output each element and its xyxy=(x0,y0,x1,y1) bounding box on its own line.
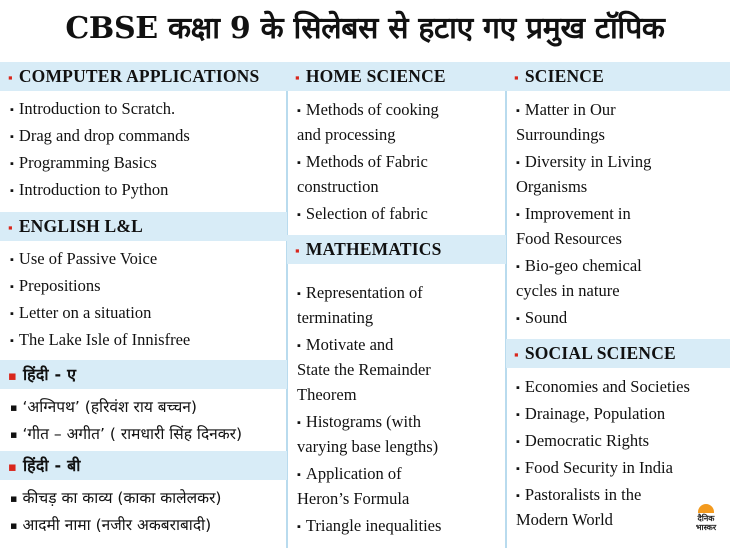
section-heading-hindi-a: ▪ हिंदी - ए xyxy=(0,360,287,389)
list-item: ▪ Letter on a situation xyxy=(10,303,152,322)
section-marker-icon: ▪ xyxy=(295,243,300,258)
list-item-continuation: Surroundings xyxy=(516,125,605,144)
list-item: ▪ ‘अग्निपथ’ (हरिवंश राय बच्चन) xyxy=(10,398,197,416)
list-item: ▪ Matter in Our xyxy=(516,100,616,119)
list-item: ▪ Introduction to Python xyxy=(10,180,169,199)
section-marker-icon: ▪ xyxy=(514,70,519,85)
section-heading-english: ▪ ENGLISH L&L xyxy=(0,212,287,241)
list-item: ▪ Drag and drop commands xyxy=(10,126,190,145)
section-marker-icon: ▪ xyxy=(295,70,300,85)
list-item-continuation: Organisms xyxy=(516,177,588,196)
section-heading-computer-applications: ▪ COMPUTER APPLICATIONS xyxy=(0,62,287,91)
list-item: ▪ Improvement in xyxy=(516,204,631,223)
list-item-continuation: Theorem xyxy=(297,385,357,404)
list-item: ▪ Application of xyxy=(297,464,402,483)
list-item-continuation: Modern World xyxy=(516,510,613,529)
section-marker-icon: ▪ xyxy=(514,347,519,362)
list-item: ▪ The Lake Isle of Innisfree xyxy=(10,330,191,349)
list-item: ▪ Selection of fabric xyxy=(297,204,428,223)
section-marker-icon: ▪ xyxy=(8,460,18,475)
dainik-bhaskar-logo: दैनिक भास्कर xyxy=(684,504,728,544)
list-item: ▪ Food Security in India xyxy=(516,458,673,477)
column-3 xyxy=(506,62,730,548)
list-item: ▪ Programming Basics xyxy=(10,153,157,172)
list-item: ▪ Methods of cooking xyxy=(297,100,439,119)
section-heading-mathematics: ▪ MATHEMATICS xyxy=(287,235,506,264)
list-item: ▪ Triangle inequalities xyxy=(297,516,442,535)
list-item-continuation: terminating xyxy=(297,308,374,327)
list-item: ▪ Sound xyxy=(516,308,568,327)
list-item-continuation: Heron’s Formula xyxy=(297,489,410,508)
list-item: ▪ Use of Passive Voice xyxy=(10,249,158,268)
list-item: ▪ कीचड़ का काव्य (काका कालेलकर) xyxy=(10,489,222,507)
list-item-continuation: varying base lengths) xyxy=(297,437,439,456)
list-item: ▪ Introduction to Scratch. xyxy=(10,99,176,118)
column-1 xyxy=(0,62,287,548)
section-heading-science: ▪ SCIENCE xyxy=(506,62,730,91)
list-item: ▪ Diversity in Living xyxy=(516,152,652,171)
list-item: ▪ Bio-geo chemical xyxy=(516,256,642,275)
list-item-continuation: State the Remainder xyxy=(297,360,431,379)
list-item: ▪ Pastoralists in the xyxy=(516,485,642,504)
page-title: CBSE कक्षा 9 के सिलेबस से हटाए गए प्रमुख टॉपिक xyxy=(65,11,665,46)
section-heading-hindi-b: ▪ हिंदी - बी xyxy=(0,451,287,480)
sun-logo-icon xyxy=(698,504,714,513)
column-2 xyxy=(287,62,506,548)
section-heading-home-science: ▪ HOME SCIENCE xyxy=(287,62,506,91)
list-item-continuation: construction xyxy=(297,177,379,196)
list-item: ▪ Representation of xyxy=(297,283,423,302)
list-item: ▪ Economies and Societies xyxy=(516,377,690,396)
list-item-continuation: Food Resources xyxy=(516,229,622,248)
list-item: ▪ Methods of Fabric xyxy=(297,152,428,171)
section-marker-icon: ▪ xyxy=(8,70,13,85)
list-item: ▪ आदमी नामा (नजीर अकबराबादी) xyxy=(10,516,212,534)
list-item: ▪ Prepositions xyxy=(10,276,101,295)
list-item: ▪ Democratic Rights xyxy=(516,431,650,450)
section-marker-icon: ▪ xyxy=(8,369,18,384)
list-item-continuation: and processing xyxy=(297,125,396,144)
list-item: ▪ Motivate and xyxy=(297,335,394,354)
list-item: ▪ Histograms (with xyxy=(297,412,421,431)
list-item: ▪ ‘गीत – अगीत’ ( रामधारी सिंह दिनकर) xyxy=(10,425,243,443)
section-marker-icon: ▪ xyxy=(8,220,13,235)
section-heading-social-science: ▪ SOCIAL SCIENCE xyxy=(506,339,730,368)
list-item: ▪ Drainage, Population xyxy=(516,404,666,423)
list-item-continuation: cycles in nature xyxy=(516,281,620,300)
